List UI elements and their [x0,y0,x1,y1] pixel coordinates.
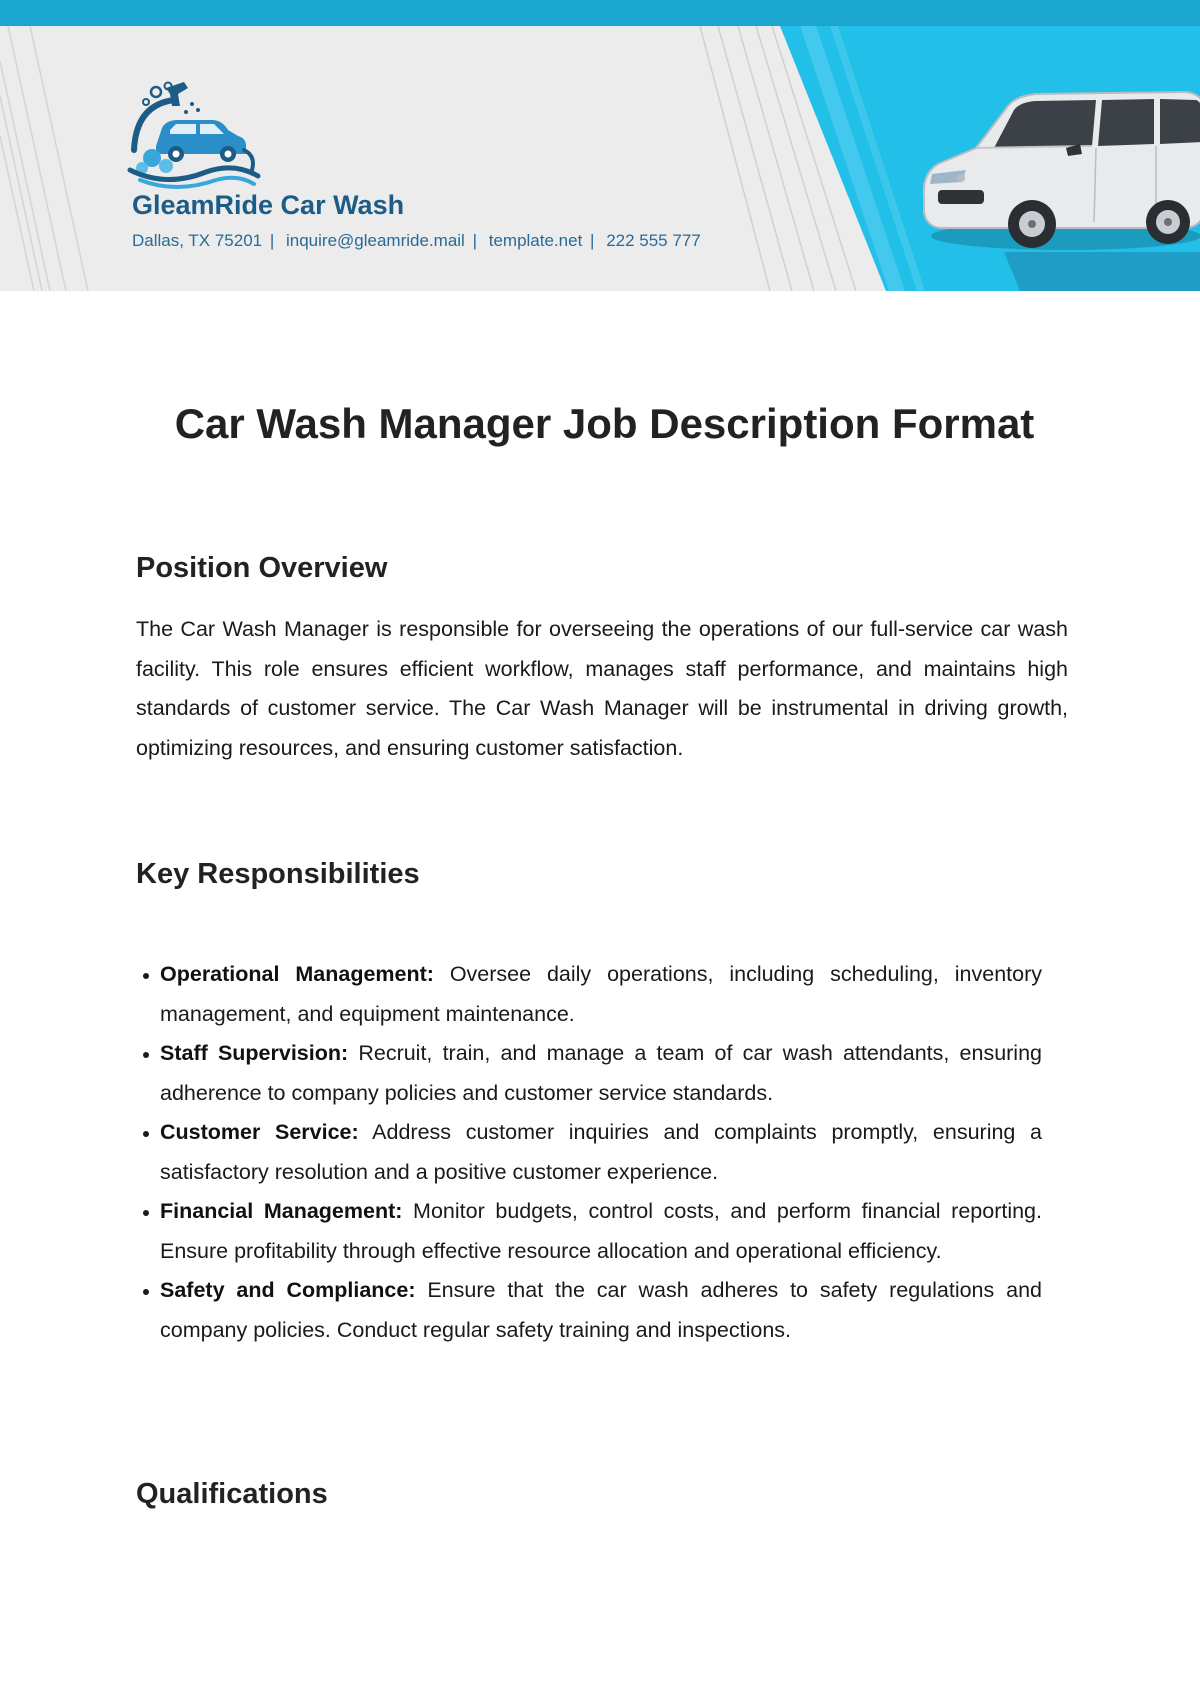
letterhead-header [0,26,1200,291]
contact-separator: | [269,231,275,250]
section-heading-qualifications: Qualifications [136,1478,328,1510]
list-item-text: Oversee daily operations, including scheduling, inventory management, and equipment maintenance. [160,962,1042,1026]
section-heading-overview: Position Overview [136,552,388,584]
contact-email[interactable]: inquire@gleamride.mail [286,231,465,250]
document-title: Car Wash Manager Job Description Format [174,400,1035,447]
bullet-icon [143,1052,149,1058]
list-item-label: Safety and Compliance: [160,1278,416,1302]
list-item-label: Financial Management: [160,1199,403,1223]
contact-website[interactable]: template.net [488,231,583,250]
contact-phone: 222 555 777 [606,231,701,250]
list-item [136,1113,1042,1192]
car-photo-icon [916,86,1200,256]
contact-line [132,231,701,251]
list-item [136,955,1042,1034]
list-item-label: Operational Management: [160,962,434,986]
list-item [136,1271,1042,1350]
contact-separator: | [472,231,477,250]
brand-name: GleamRide Car Wash [132,190,405,220]
top-accent-bar [0,0,1200,26]
bullet-icon [143,1131,149,1137]
bullet-icon [143,1289,149,1295]
bullet-icon [143,973,149,979]
overview-paragraph: The Car Wash Manager is responsible for overseeing the operations of our full-service car wash facility. This role ensures efficient workflow, manages staff performance, and maintains high standards of customer service. The Car Wash Manager will be instrumental in driving growth, optimizing resources, and ensuring customer satisfaction. [136,617,1068,760]
section-heading-responsibilities: Key Responsibilities [136,858,420,890]
car-wash-logo-icon [126,80,262,190]
list-item-text: Address customer inquiries and complaints promptly, ensuring a satisfactory resolution and a positive customer experience. [160,1120,1043,1184]
bullet-icon [143,1210,149,1216]
list-item [136,1192,1042,1271]
contact-address: Dallas, TX 75201 [132,231,263,250]
list-item-label: Staff Supervision: [160,1041,349,1065]
responsibilities-list [136,955,1042,1350]
list-item-text: Monitor budgets, control costs, and perform financial reporting. Ensure profitability through effective resource allocation and operational efficiency. [160,1199,1042,1263]
list-item-text: Recruit, train, and manage a team of car wash attendants, ensuring adherence to company policies and customer service standards. [160,1041,1042,1105]
contact-separator: | [590,231,595,250]
list-item [136,1034,1042,1113]
list-item-label: Customer Service: [160,1120,359,1144]
list-item-text: Ensure that the car wash adheres to safety regulations and company policies. Conduct regular safety training and inspections. [160,1278,1042,1342]
